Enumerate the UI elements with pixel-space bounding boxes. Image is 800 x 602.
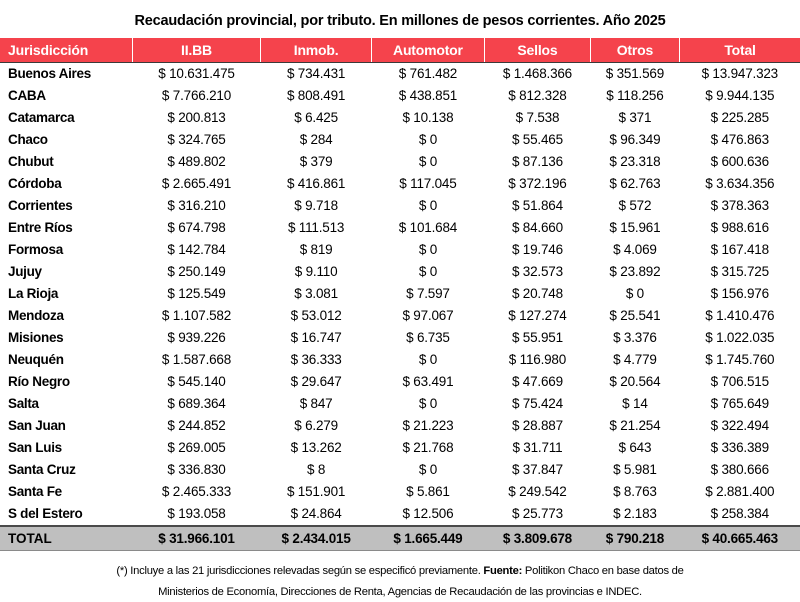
page-title: Recaudación provincial, por tributo. En millones de pesos corrientes. Año 2025 [134, 13, 666, 29]
cell-jurisdiccion: Río Negro [8, 374, 70, 390]
footnote-line-1 [30, 561, 770, 582]
header-row [0, 38, 800, 63]
cell-value: $ 0 [418, 198, 438, 214]
cell-value: $ 20.564 [609, 374, 661, 390]
cell-jurisdiccion: Chaco [8, 132, 48, 148]
cell-value: $ 476.863 [710, 132, 769, 148]
cell-jurisdiccion: Neuquén [8, 352, 64, 368]
cell-value: $ 21.223 [402, 418, 454, 434]
cell-value: $ 812.328 [508, 88, 567, 104]
cell-value: $ 0 [418, 396, 438, 412]
cell-value: $ 3.809.678 [485, 526, 591, 551]
cell-value: $ 808.491 [286, 88, 346, 104]
table-row [0, 173, 800, 195]
cell-jurisdiccion: S del Estero [8, 506, 83, 522]
cell-value: $ 689.364 [167, 396, 226, 412]
cell-value: $ 322.494 [710, 418, 769, 434]
cell-value: $ 378.363 [710, 198, 769, 214]
cell-value: $ 416.861 [286, 176, 346, 192]
cell-jurisdiccion: Chubut [8, 154, 54, 170]
cell-value: $ 3.081 [294, 286, 338, 302]
cell-value: $ 101.684 [398, 220, 458, 236]
cell-value: $ 572 [618, 198, 652, 214]
cell-value: $ 111.513 [287, 220, 345, 236]
cell-value: $ 249.542 [508, 484, 567, 500]
footnote-source-label: Fuente: [483, 564, 523, 577]
cell-value: $ 9.944.135 [705, 88, 775, 104]
column-header-jurisdiccion[interactable]: Jurisdicción [0, 38, 132, 63]
cell-value: $ 40.665.463 [680, 526, 800, 551]
cell-value: $ 9.718 [294, 198, 338, 214]
cell-value: $ 25.773 [511, 506, 563, 522]
cell-jurisdiccion: Santa Fe [8, 484, 62, 500]
cell-value: $ 600.636 [710, 154, 769, 170]
table-row [0, 503, 800, 526]
table-row [0, 129, 800, 151]
table-row [0, 239, 800, 261]
column-header-inmob[interactable]: Inmob. [261, 38, 371, 63]
cell-value: $ 31.966.101 [132, 526, 261, 551]
table-row [0, 62, 800, 85]
cell-value: $ 336.830 [167, 462, 226, 478]
cell-value: $ 939.226 [167, 330, 226, 346]
cell-value: $ 5.861 [406, 484, 450, 500]
cell-value: $ 706.515 [710, 374, 769, 390]
cell-value: $ 24.864 [290, 506, 342, 522]
table-body [0, 62, 800, 550]
footnote-line1-part1: (*) Incluye a las 21 jurisdicciones relevadas según se especificó previamente. [116, 564, 484, 577]
cell-value: $ 63.491 [402, 374, 454, 390]
cell-value: $ 2.881.400 [705, 484, 775, 500]
cell-value: $ 674.798 [167, 220, 226, 236]
footnote [0, 561, 800, 602]
cell-value: $ 988.616 [710, 220, 769, 236]
cell-value: $ 1.665.449 [371, 526, 484, 551]
column-header-sellos[interactable]: Sellos [485, 38, 591, 63]
cell-value: $ 29.647 [290, 374, 342, 390]
cell-value: $ 379 [299, 154, 333, 170]
cell-value: $ 790.218 [590, 526, 679, 551]
cell-value: $ 438.851 [398, 88, 458, 104]
table-row [0, 327, 800, 349]
cell-value: $ 225.285 [710, 110, 769, 126]
cell-value: $ 4.779 [613, 352, 657, 368]
cell-value: $ 23.318 [609, 154, 661, 170]
table-row [0, 481, 800, 503]
cell-value: $ 55.465 [511, 132, 563, 148]
cell-value: $ 62.763 [609, 176, 661, 192]
table-row [0, 371, 800, 393]
cell-value: $ 1.022.035 [705, 330, 775, 346]
cell-value: $ 7.766.210 [161, 88, 232, 104]
cell-value: $ 4.069 [613, 242, 657, 258]
cell-value: $ 734.431 [286, 66, 346, 82]
cell-jurisdiccion: La Rioja [8, 286, 59, 302]
cell-value: $ 847 [299, 396, 333, 412]
cell-value: $ 96.349 [609, 132, 661, 148]
cell-value: $ 156.976 [710, 286, 769, 302]
cell-value: $ 2.665.491 [161, 176, 232, 192]
cell-value: $ 1.587.668 [161, 352, 232, 368]
cell-jurisdiccion: Corrientes [8, 198, 73, 214]
cell-value: $ 84.660 [511, 220, 563, 236]
cell-value: $ 31.711 [512, 440, 563, 456]
cell-value: $ 19.746 [511, 242, 563, 258]
cell-value: $ 25.541 [609, 308, 661, 324]
cell-value: $ 167.418 [710, 242, 769, 258]
cell-value: $ 87.136 [511, 154, 563, 170]
cell-value: $ 21.254 [609, 418, 661, 434]
cell-value: $ 284 [299, 132, 333, 148]
cell-value: $ 258.384 [710, 506, 769, 522]
table-row [0, 261, 800, 283]
cell-value: $ 23.892 [609, 264, 661, 280]
cell-value: $ 13.947.323 [701, 66, 778, 82]
cell-jurisdiccion: Catamarca [8, 110, 75, 126]
footnote-line1-part2: Politikon Chaco en base datos de [522, 564, 684, 577]
cell-value: $ 1.745.760 [705, 352, 775, 368]
cell-value: $ 372.196 [508, 176, 567, 192]
table-total-row [0, 526, 800, 551]
cell-value: $ 0 [418, 242, 438, 258]
cell-value: $ 1.107.582 [161, 308, 232, 324]
cell-value: $ 7.597 [406, 286, 450, 302]
cell-jurisdiccion: Buenos Aires [8, 66, 91, 82]
cell-value: $ 0 [418, 264, 438, 280]
cell-value: $ 1.468.366 [502, 66, 572, 82]
table-row [0, 85, 800, 107]
table-row [0, 195, 800, 217]
cell-value: $ 765.649 [710, 396, 769, 412]
cell-value: $ 0 [418, 462, 438, 478]
cell-jurisdiccion: San Juan [8, 418, 66, 434]
cell-value: $ 37.847 [511, 462, 563, 478]
cell-value: $ 0 [418, 132, 438, 148]
cell-value: $ 819 [299, 242, 333, 258]
cell-value: $ 200.813 [167, 110, 226, 126]
cell-value: $ 14 [622, 396, 648, 412]
cell-value: $ 10.138 [402, 110, 454, 126]
cell-jurisdiccion: Salta [8, 396, 39, 412]
cell-value: $ 117.045 [399, 176, 457, 192]
cell-jurisdiccion: TOTAL [0, 526, 132, 551]
column-header-total[interactable]: Total [680, 38, 800, 63]
cell-value: $ 12.506 [402, 506, 454, 522]
cell-jurisdiccion: Formosa [8, 242, 63, 258]
cell-value: $ 1.410.476 [705, 308, 775, 324]
cell-value: $ 6.735 [406, 330, 450, 346]
cell-value: $ 47.669 [511, 374, 563, 390]
table-row [0, 393, 800, 415]
cell-value: $ 250.149 [167, 264, 226, 280]
cell-value: $ 55.951 [511, 330, 563, 346]
cell-value: $ 16.747 [290, 330, 342, 346]
table-row [0, 415, 800, 437]
cell-value: $ 127.274 [508, 308, 567, 324]
table-row [0, 437, 800, 459]
cell-value: $ 324.765 [167, 132, 226, 148]
cell-value: $ 643 [618, 440, 652, 456]
column-header-iibb[interactable]: II.BB [132, 38, 261, 63]
table-row [0, 349, 800, 371]
cell-value: $ 118.256 [606, 88, 664, 104]
cell-value: $ 269.005 [167, 440, 226, 456]
cell-jurisdiccion: Mendoza [8, 308, 64, 324]
cell-value: $ 75.424 [511, 396, 563, 412]
footnote-line-2: Ministerios de Economía, Direcciones de Renta, Agencias de Recaudación de las provincias e INDEC. [158, 585, 642, 598]
cell-value: $ 6.279 [294, 418, 338, 434]
cell-value: $ 3.634.356 [705, 176, 775, 192]
cell-value: $ 0 [418, 154, 438, 170]
cell-jurisdiccion: Entre Ríos [8, 220, 73, 236]
table-row [0, 217, 800, 239]
cell-jurisdiccion: Santa Cruz [8, 462, 76, 478]
table-row [0, 305, 800, 327]
cell-value: $ 371 [618, 110, 652, 126]
cell-jurisdiccion: Córdoba [8, 176, 62, 192]
table-row [0, 107, 800, 129]
cell-value: $ 151.901 [286, 484, 346, 500]
cell-value: $ 116.980 [508, 352, 567, 368]
table-row [0, 459, 800, 481]
table-row [0, 283, 800, 305]
column-header-automotor[interactable]: Automotor [371, 38, 484, 63]
cell-value: $ 8.763 [613, 484, 657, 500]
cell-value: $ 489.802 [167, 154, 226, 170]
cell-value: $ 9.110 [294, 264, 338, 280]
cell-value: $ 32.573 [511, 264, 563, 280]
cell-value: $ 0 [625, 286, 644, 302]
cell-value: $ 336.389 [710, 440, 769, 456]
cell-value: $ 8 [307, 462, 326, 478]
cell-value: $ 2.183 [613, 506, 657, 522]
table-row [0, 151, 800, 173]
cell-value: $ 36.333 [290, 352, 342, 368]
cell-value: $ 13.262 [290, 440, 342, 456]
cell-value: $ 0 [418, 352, 438, 368]
cell-value: $ 2.465.333 [161, 484, 232, 500]
cell-value: $ 315.725 [710, 264, 769, 280]
cell-value: $ 2.434.015 [261, 526, 371, 551]
cell-value: $ 3.376 [613, 330, 657, 346]
cell-value: $ 7.538 [515, 110, 560, 126]
cell-value: $ 51.864 [511, 198, 563, 214]
cell-value: $ 761.482 [398, 66, 458, 82]
cell-jurisdiccion: San Luis [8, 440, 62, 456]
cell-value: $ 21.768 [402, 440, 454, 456]
cell-jurisdiccion: CABA [8, 88, 46, 104]
cell-jurisdiccion: Jujuy [8, 264, 42, 280]
cell-value: $ 351.569 [605, 66, 665, 82]
cell-value: $ 142.784 [167, 242, 226, 258]
cell-value: $ 5.981 [613, 462, 657, 478]
cell-value: $ 10.631.475 [158, 66, 235, 82]
cell-jurisdiccion: Misiones [8, 330, 64, 346]
cell-value: $ 97.067 [402, 308, 454, 324]
cell-value: $ 244.852 [167, 418, 226, 434]
cell-value: $ 545.140 [167, 374, 226, 390]
cell-value: $ 316.210 [167, 198, 226, 214]
table-header [0, 38, 800, 63]
cell-value: $ 53.012 [290, 308, 342, 324]
cell-value: $ 125.549 [167, 286, 226, 302]
column-header-otros[interactable]: Otros [590, 38, 679, 63]
cell-value: $ 28.887 [511, 418, 563, 434]
cell-value: $ 193.058 [167, 506, 226, 522]
cell-value: $ 380.666 [710, 462, 769, 478]
cell-value: $ 15.961 [609, 220, 661, 236]
recaudacion-table [0, 38, 800, 551]
cell-value: $ 6.425 [294, 110, 338, 126]
cell-value: $ 20.748 [511, 286, 563, 302]
